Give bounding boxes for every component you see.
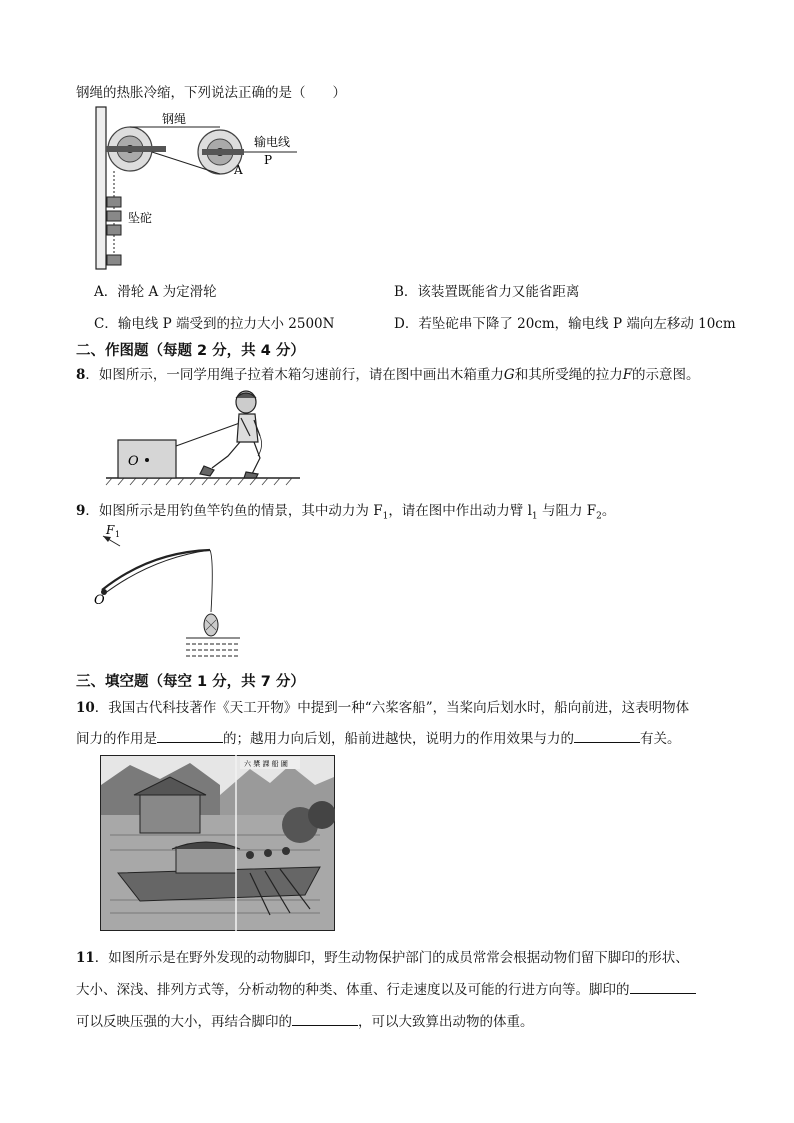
illustration-caption: 六 槳 課 船 圖: [244, 760, 288, 768]
fishing-line: [210, 550, 212, 612]
q10-line2: [76, 727, 681, 747]
center-dot: [145, 458, 149, 462]
q8-figure: [100, 386, 310, 486]
q9-number: 9: [76, 503, 86, 519]
label-weight: 坠砣: [128, 211, 153, 225]
q9-body-b: ，请在图中作出动力臂 l: [388, 503, 532, 519]
q9-text: [76, 499, 615, 522]
q11-line3-a: 可以反映压强的大小，再结合脚印的: [76, 1014, 292, 1030]
q8-number: 8: [76, 367, 86, 383]
q9-body-a: ．如图所示是用钓鱼竿钓鱼的情景，其中动力为 F: [85, 503, 383, 519]
q8-body: ．如图所示，一同学用绳子拉着木箱匀速前行，请在图中画出木箱重力𝐺和其所受绳的拉力𝐹的示意图。: [85, 367, 700, 383]
label-rope: 钢绳: [162, 112, 187, 126]
pulley-axle-bar: [106, 146, 166, 152]
q7-pulley-figure: [92, 105, 312, 275]
label-o: O: [128, 454, 139, 469]
q10-number: 10: [76, 700, 95, 716]
q10-line2-a: 间力的作用是: [76, 731, 157, 747]
weight-block-2: [107, 211, 121, 221]
q11-line3: [76, 1010, 534, 1030]
q9-sub-1: 1: [382, 511, 389, 522]
q11-blank-1[interactable]: [630, 979, 696, 994]
q7-option-a: A．滑轮 A 为定滑轮: [94, 284, 217, 300]
q9-sub-3: 2: [596, 511, 602, 522]
label-wire: 输电线: [254, 135, 291, 149]
q9-body-c: 与阻力 F: [537, 503, 597, 519]
q11-number: 11: [76, 950, 95, 966]
q10-blank-1[interactable]: [157, 728, 223, 743]
q10-line2-c: 有关。: [640, 731, 681, 747]
label-a: A: [234, 163, 243, 177]
q11-line2-a: 大小、深浅、排列方式等，分析动物的种类、体重、行走速度以及可能的行进方向等。脚印的: [76, 982, 630, 998]
q7-stem-tail: 钢绳的热胀冷缩，下列说法正确的是（ ）: [76, 85, 346, 101]
weight-block-1: [107, 197, 121, 207]
q9-body-d: 。: [601, 503, 616, 519]
q7-option-b: B．该装置既能省力又能省距离: [394, 284, 580, 300]
q10-blank-2[interactable]: [574, 728, 640, 743]
q11-line3-b: ，可以大致算出动物的体重。: [358, 1014, 534, 1030]
wall-post: [96, 107, 106, 269]
section-2-title: 二、作图题（每题 2 分，共 4 分）: [76, 343, 305, 359]
weight-block-3: [107, 225, 121, 235]
water-surface: [186, 638, 240, 656]
q9-sub-2: 1: [531, 511, 538, 522]
q10-line1-text: ．我国古代科技著作《天工开物》中提到一种“六桨客船”，当桨向后划水时，船向前进，这表明物体: [94, 700, 690, 716]
q8-text: [76, 363, 700, 383]
q11-line1-text: ．如图所示是在野外发现的动物脚印，野生动物保护部门的成员常常会根据动物们留下脚印的形状、: [94, 950, 689, 966]
label-o: O: [94, 593, 105, 608]
label-f: F: [106, 523, 115, 537]
q10-boat-illustration: [100, 755, 335, 931]
q11-blank-2[interactable]: [292, 1011, 358, 1026]
section-3-title: 三、填空题（每空 1 分，共 7 分）: [76, 674, 305, 690]
label-p: P: [264, 153, 273, 167]
weight-block-4: [107, 255, 121, 265]
boat-cabin: [176, 847, 236, 873]
label-f-sub: 1: [115, 530, 121, 539]
q10-line2-b: 的；越用力向后划，船前进越快，说明力的作用效果与力的: [223, 731, 574, 747]
q7-option-c: C．输电线 P 端受到的拉力大小 2500N: [94, 316, 335, 332]
q11-line2: [76, 978, 696, 998]
q7-option-d: D．若坠砣串下降了 20cm，输电线 P 端向左移动 10cm: [394, 316, 736, 332]
q11-line1: [76, 946, 689, 966]
q10-line1: [76, 696, 689, 716]
q9-fishing-figure: [90, 520, 250, 665]
